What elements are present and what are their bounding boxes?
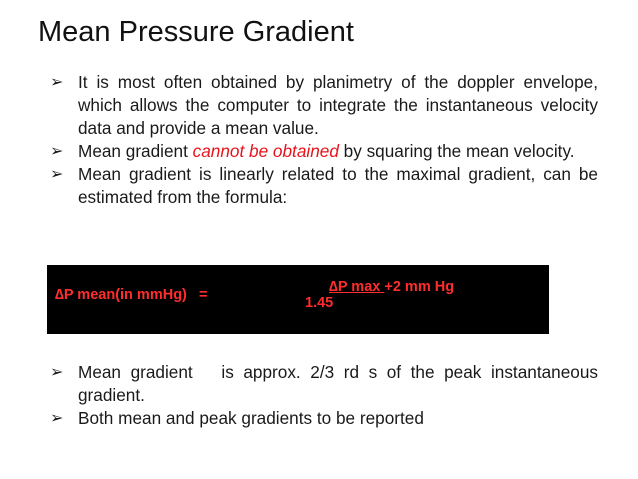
highlighted-phrase: cannot be obtained (192, 141, 339, 161)
bullet-item (50, 407, 598, 430)
bullet-text-after: by squaring the mean velocity. (338, 141, 575, 161)
formula-numerator-var: ∆P max (329, 279, 385, 295)
formula-box (47, 265, 549, 334)
bullet-item (50, 163, 598, 209)
bullet-item (50, 140, 598, 163)
bullet-list-bottom (50, 361, 603, 430)
arrow-bullet-icon: ➢ (50, 410, 64, 427)
slide-title: Mean Pressure Gradient (38, 16, 354, 48)
bullet-text: Mean gradient is linearly related to the maximal gradient, can be estimated from the formula: (78, 164, 598, 207)
arrow-bullet-icon: ➢ (50, 143, 64, 160)
formula-denominator: 1.45 (305, 295, 334, 311)
bullet-text: It is most often obtained by planimetry of the doppler envelope, which allows the computer to integrate the instantaneous velocity data and provide a mean value. (78, 72, 598, 138)
bullet-item (50, 361, 603, 407)
bullet-text-before: Mean gradient (78, 141, 193, 161)
bullet-text: Mean gradient is approx. 2/3 rd s of the peak instantaneous gradient. (78, 362, 603, 405)
arrow-bullet-icon: ➢ (50, 364, 64, 381)
bullet-item (50, 71, 598, 140)
formula-numerator (329, 279, 454, 295)
arrow-bullet-icon: ➢ (50, 74, 64, 91)
bullet-list-top (50, 71, 598, 209)
arrow-bullet-icon: ➢ (50, 166, 64, 183)
formula-numerator-rest: +2 mm Hg (384, 279, 455, 295)
formula-lhs: ∆P mean(in mmHg) = (55, 287, 208, 303)
bullet-text: Both mean and peak gradients to be reported (78, 408, 424, 428)
